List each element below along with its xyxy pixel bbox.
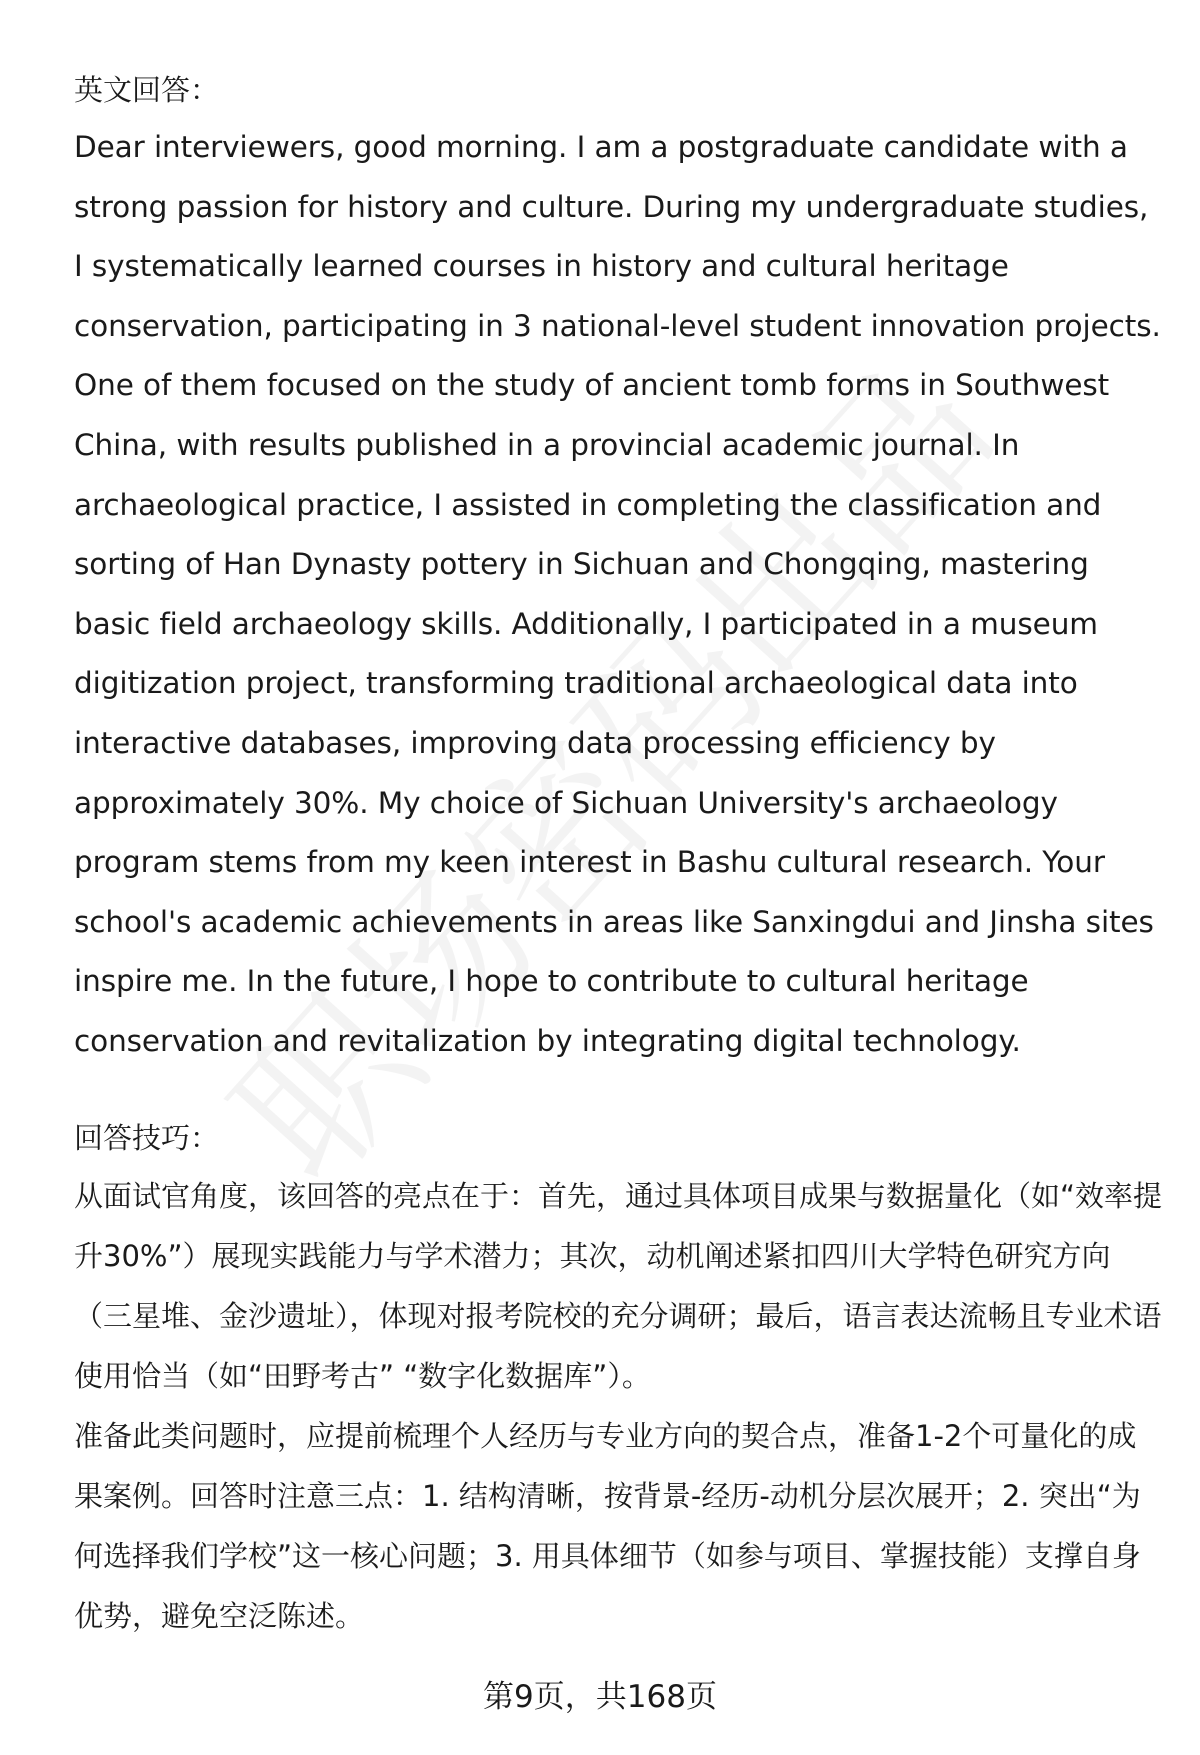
tips-paragraph-2: 准备此类问题时，应提前梳理个人经历与专业方向的契合点，准备1-2个可量化的成果案例。回答时注意三点：1. 结构清晰，按背景-经历-动机分层次展开；2. 突出“为何选择我们学校”这一核心问题；3. 用具体细节（如参与项目、掌握技能）支撑自身优势，避免空泛陈述。 — [74, 1418, 1141, 1633]
section-gap — [74, 1072, 1164, 1110]
english-answer-paragraph: Dear interviewers, good morning. I am a postgraduate candidate with a strong passion for history and culture. During my undergraduate studies, I systematically learned courses in history and cultural heritage conservation, participating in 3 national-level student innovation projects. One of them focused on the study of ancient tomb forms in Southwest China, with results published in a provincial academic journal. In archaeological practice, I assisted in completing the classification and sorting of Han Dynasty pottery in Sichuan and Chongqing, mastering basic field archaeology skills. Additionally, I participated in a museum digitization project, transforming traditional archaeological data into interactive databases, improving data processing efficiency by approximately 30%. My choice of Sichuan University's archaeology program stems from my keen interest in Bashu cultural research. Your school's academic achievements in areas like Sanxingdui and Jinsha sites inspire me. In the future, I hope to contribute to cultural heritage conservation and revitalization by integrating digital technology. — [74, 130, 1161, 1058]
page-number-footer: 第9页，共168页 — [483, 1679, 717, 1715]
tips-paragraph-1: 从面试官角度，该回答的亮点在于：首先，通过具体项目成果与数据量化（如“效率提升30%”）展现实践能力与学术潜力；其次，动机阐述紧扣四川大学特色研究方向（三星堆、金沙遗址），体现对报考院校的充分调研；最后，语言表达流畅且专业术语使用恰当（如“田野考古” “数字化数据库”）。 — [74, 1178, 1163, 1393]
tips-section-label: 回答技巧： — [74, 1120, 220, 1155]
answer-section-label: 英文回答： — [74, 73, 220, 107]
page-content — [74, 62, 1164, 1646]
